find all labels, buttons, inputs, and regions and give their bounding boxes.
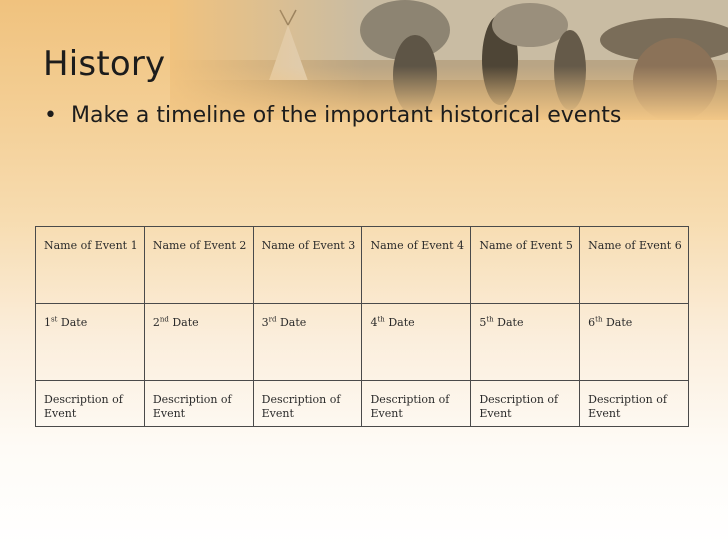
date-number: 5 bbox=[479, 316, 487, 329]
description-cell: Description of Event bbox=[580, 381, 689, 427]
description-cell: Description of Event bbox=[362, 381, 471, 427]
description-cell: Description of Event bbox=[144, 381, 253, 427]
date-number: 2 bbox=[152, 316, 160, 329]
description-cell: Description of Event bbox=[36, 381, 145, 427]
date-ordinal: th bbox=[595, 315, 603, 324]
date-ordinal: th bbox=[486, 315, 494, 324]
table-row-dates bbox=[36, 304, 689, 381]
date-ordinal: st bbox=[51, 315, 58, 324]
date-cell bbox=[471, 304, 580, 381]
date-cell bbox=[36, 304, 145, 381]
date-label: Date bbox=[172, 316, 199, 329]
date-number: 6 bbox=[588, 316, 596, 329]
date-label: Date bbox=[60, 316, 88, 329]
date-ordinal: rd bbox=[268, 315, 277, 324]
date-cell bbox=[144, 304, 253, 381]
event-name-cell: Name of Event 3 bbox=[253, 227, 362, 304]
table-row-descriptions bbox=[36, 381, 689, 427]
event-name-cell: Name of Event 1 bbox=[36, 227, 145, 304]
date-ordinal: nd bbox=[159, 315, 169, 324]
date-number: 3 bbox=[261, 316, 269, 329]
timeline-table bbox=[35, 226, 689, 427]
event-name-cell: Name of Event 5 bbox=[471, 227, 580, 304]
description-cell: Description of Event bbox=[253, 381, 362, 427]
date-ordinal: th bbox=[377, 315, 385, 324]
description-cell: Description of Event bbox=[471, 381, 580, 427]
date-label: Date bbox=[605, 316, 633, 329]
date-cell bbox=[362, 304, 471, 381]
date-label: Date bbox=[279, 316, 307, 329]
event-name-cell: Name of Event 2 bbox=[144, 227, 253, 304]
date-number: 4 bbox=[370, 316, 378, 329]
event-name-cell: Name of Event 4 bbox=[362, 227, 471, 304]
date-label: Date bbox=[497, 316, 524, 329]
date-cell bbox=[253, 304, 362, 381]
date-label: Date bbox=[388, 316, 415, 329]
date-cell bbox=[580, 304, 689, 381]
table-row-event-names bbox=[36, 227, 689, 304]
event-name-cell: Name of Event 6 bbox=[580, 227, 689, 304]
header-photo-banner bbox=[170, 0, 728, 120]
bullet-item bbox=[44, 103, 621, 128]
bullet-dot-icon: • bbox=[44, 103, 57, 128]
bullet-text: Make a timeline of the important historical events bbox=[70, 103, 622, 128]
date-number: 1 bbox=[44, 316, 51, 329]
slide-title: History bbox=[43, 44, 166, 84]
